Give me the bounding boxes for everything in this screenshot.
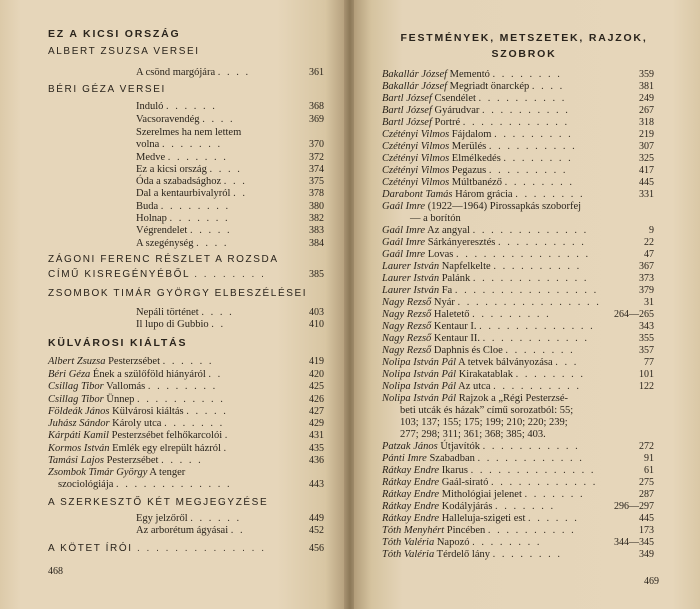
toc-entry: Tamási Lajos Pesterzsébet . . . . . [48, 455, 203, 466]
artwork-entry: Nolipa István Pál Kirakatablak . . . . . . . . [382, 369, 585, 380]
toc-entry-page: 368 [309, 101, 324, 112]
artwork-entry: Czétényi Vilmos Elmélkedés . . . . . . . . [382, 153, 573, 164]
toc-entry: Kormos István Emlék egy elrepült házról . [48, 443, 229, 454]
toc-entry-title: A szegénység . . . . [136, 238, 229, 249]
artwork-page: 343 [639, 321, 654, 332]
toc-entry: Béri Géza Ének a szülőföld hiányáról . . [48, 369, 223, 380]
artwork-page: 325 [639, 153, 654, 164]
artwork-entry: Patzak János Útjavítók . . . . . . . . . . . [382, 441, 580, 452]
toc-entry-page: 375 [309, 176, 324, 187]
artwork-page: 101 [639, 369, 654, 380]
artwork-page: 355 [639, 333, 654, 344]
toc-entry-page: 452 [309, 525, 324, 536]
artwork-page: 272 [639, 441, 654, 452]
toc-entry-page: 369 [309, 114, 324, 125]
artwork-entry: Gaál Imre Az angyal . . . . . . . . . . . . . [382, 225, 589, 236]
artwork-page: 307 [639, 141, 654, 152]
page-number: 469 [644, 576, 659, 587]
artwork-entry: Nagy Rezső Kentaur I. . . . . . . . . . . . . . [382, 321, 595, 332]
toc-entry: Csillag Tibor Vallomás . . . . . . . . [48, 381, 218, 392]
artwork-entry: Gaál Imre Sárkányeresztés . . . . . . . . . . [382, 237, 586, 248]
toc-entry-title: Egy jelzőről . . . . . . [136, 513, 242, 524]
artwork-entry: Czétényi Vilmos Múltbanéző . . . . . . . . [382, 177, 574, 188]
toc-entry-page: 429 [309, 418, 324, 429]
right-page [354, 0, 700, 609]
artwork-entry: Bartl József Csendélet . . . . . . . . . . [382, 93, 567, 104]
artwork-page: 379 [639, 285, 654, 296]
artwork-entry: Nolipa István Pál Rajzok a „Régi Pesterzsé- [382, 393, 569, 404]
toc-entry-page: 372 [309, 152, 324, 163]
section-heading-kotet-iroi: A KÖTET ÍRÓI . . . . . . . . . . . . . . [48, 543, 266, 554]
toc-entry-page: 410 [309, 319, 324, 330]
author-heading-zagoni: ZÁGONI FERENC RÉSZLET A ROZSDA [48, 254, 279, 265]
artwork-page: 267 [639, 105, 654, 116]
toc-entry-title: Nepáli történet . . . . [136, 307, 234, 318]
toc-entry-page: 425 [309, 381, 324, 392]
artwork-page: 445 [639, 513, 654, 524]
artwork-page: 417 [639, 165, 654, 176]
toc-entry-page: 419 [309, 356, 324, 367]
toc-entry: Csillag Tibor Ünnep . . . . . . . . . . [48, 394, 225, 405]
toc-entry-page: 374 [309, 164, 324, 175]
artwork-entry: Gaál Imre (1922—1964) Pirossapkás szoborfej [382, 201, 582, 212]
artwork-page: 357 [639, 345, 654, 356]
toc-entry-page: 427 [309, 406, 324, 417]
toc-entry-title: Induló . . . . . . [136, 101, 217, 112]
toc-entry-page: 380 [309, 201, 324, 212]
artwork-entry: Nagy Rezső Daphnis és Cloe . . . . . . . . [382, 345, 575, 356]
page-header-line2: SZOBROK [491, 48, 557, 60]
toc-entry-page: 361 [309, 67, 324, 78]
section-heading-kulvarosi: KÜLVÁROSI KIÁLTÁS [48, 337, 188, 349]
page-header-line1: FESTMÉNYEK, METSZETEK, RAJZOK, [400, 32, 648, 44]
artwork-entry-cont: 277; 298; 311; 361; 368; 385; 403. [400, 429, 546, 440]
section-heading-szerkeszto: A SZERKESZTŐ KÉT MEGJEGYZÉSE [48, 497, 269, 508]
toc-entry-page: 435 [309, 443, 324, 454]
artwork-page: 264—265 [614, 309, 654, 320]
artwork-page: 173 [639, 525, 654, 536]
author-heading-zagoni-cont: CÍMŰ KISREGÉNYÉBŐL . . . . . . . . [48, 269, 266, 280]
artwork-entry: Nagy Rezső Kentaur II. . . . . . . . . . . . . [382, 333, 589, 344]
toc-entry-page: 370 [309, 139, 324, 150]
toc-entry-title: Dal a kentaurbivalyról . . [136, 188, 247, 199]
artwork-page: 349 [639, 549, 654, 560]
artwork-page: 9 [649, 225, 654, 236]
artwork-page: 367 [639, 261, 654, 272]
toc-entry-title: Holnap . . . . . . . [136, 213, 230, 224]
artwork-entry-cont: beti utcák és házak” című sorozatból: 55; [400, 405, 574, 416]
toc-entry-title: Buda . . . . . . . . [136, 201, 231, 212]
artwork-entry: Czétényi Vilmos Merülés . . . . . . . . . . [382, 141, 577, 152]
toc-entry-page: 403 [309, 307, 324, 318]
toc-entry-page: 431 [309, 430, 324, 441]
toc-entry-page: 436 [309, 455, 324, 466]
toc-entry-page: 443 [309, 479, 324, 490]
artwork-entry-cont: 103; 137; 155; 175; 199; 210; 220; 239; [400, 417, 568, 428]
artwork-page: 91 [644, 453, 654, 464]
toc-entry-cont: szociológiája . . . . . . . . . . . . . [58, 479, 232, 490]
artwork-entry: Tóth Valéria Térdelő lány . . . . . . . . [382, 549, 563, 560]
artwork-entry: Darabont Tamás Három grácia . . . . . . . . [382, 189, 585, 200]
author-heading-beri: BÉRI GÉZA VERSEI [48, 84, 166, 95]
toc-entry-title: A csönd margójára . . . . [136, 67, 251, 78]
toc-entry: Zsombok Timár György A tenger [48, 467, 186, 478]
toc-entry-page: 449 [309, 513, 324, 524]
artwork-page: 331 [639, 189, 654, 200]
artwork-entry: Rátkay Endre Mithológiai jelenet . . . . . . . [382, 489, 585, 500]
artwork-entry: Laurer István Fa . . . . . . . . . . . . . . . . [382, 285, 599, 296]
artwork-entry: Nagy Rezső Haletető . . . . . . . . . [382, 309, 551, 320]
artwork-entry: Czétényi Vilmos Fájdalom . . . . . . . . . [382, 129, 573, 140]
artwork-page: 122 [639, 381, 654, 392]
artwork-entry: Laurer István Napfelkelte . . . . . . . . . . [382, 261, 582, 272]
toc-entry-title: Ez a kicsi ország . . . . [136, 164, 242, 175]
left-page [0, 0, 346, 609]
toc-entry-page: 385 [309, 269, 324, 280]
artwork-entry: Tóth Valéria Napozó . . . . . . . . [382, 537, 542, 548]
toc-entry-title: Vacsoravendég . . . . [136, 114, 235, 125]
artwork-page: 287 [639, 489, 654, 500]
toc-entry-title: Végrendelet . . . . . [136, 225, 232, 236]
artwork-page: 318 [639, 117, 654, 128]
artwork-entry: Bartl József Portré . . . . . . . . . . . . [382, 117, 570, 128]
toc-entry-title: Szerelmes ha nem lettem [136, 127, 242, 138]
artwork-entry: Laurer István Palánk . . . . . . . . . . . . . [382, 273, 589, 284]
toc-entry-page: 378 [309, 188, 324, 199]
toc-entry-page: 420 [309, 369, 324, 380]
toc-entry: Juhász Sándor Károly utca . . . . . . . [48, 418, 225, 429]
artwork-page: 31 [644, 297, 654, 308]
artwork-entry: Nagy Rezső Nyár . . . . . . . . . . . . . . . . [382, 297, 601, 308]
toc-entry-title: Medve . . . . . . . [136, 152, 228, 163]
toc-entry-page: 426 [309, 394, 324, 405]
artwork-page: 249 [639, 93, 654, 104]
artwork-page: 47 [644, 249, 654, 260]
toc-entry-title: Az arborétum ágyásai . . [136, 525, 245, 536]
toc-entry: Kárpáti Kamil Pesterzsébet felhőkarcolói . [48, 430, 230, 441]
artwork-page: 381 [639, 81, 654, 92]
toc-entry-title: Óda a szabadsághoz . . . [136, 176, 247, 187]
artwork-entry: Rátkay Endre Halleluja-szigeti est . . . . . . [382, 513, 579, 524]
artwork-entry: Bakallár József Megriadt önarckép . . . . [382, 81, 565, 92]
artwork-entry: Czétényi Vilmos Pegazus . . . . . . . . . [382, 165, 568, 176]
author-heading-zsombok: ZSOMBOK TIMÁR GYÖRGY ELBESZÉLÉSEI [48, 288, 308, 299]
artwork-page: 445 [639, 177, 654, 188]
artwork-entry: Bakallár József Mementó . . . . . . . . [382, 69, 562, 80]
artwork-page: 77 [644, 357, 654, 368]
artwork-page: 344—345 [614, 537, 654, 548]
artwork-page: 359 [639, 69, 654, 80]
section-heading-ez-a-kicsi-orszag: EZ A KICSI ORSZÁG [48, 28, 181, 40]
toc-entry: Albert Zsuzsa Pesterzsébet . . . . . . [48, 356, 214, 367]
toc-entry-page: 383 [309, 225, 324, 236]
toc-entry-page: 382 [309, 213, 324, 224]
artwork-page: 296—297 [614, 501, 654, 512]
artwork-page: 373 [639, 273, 654, 284]
toc-entry-page: 456 [309, 543, 324, 554]
artwork-entry: Rátkay Endre Gaál-sirató . . . . . . . . . . . . [382, 477, 598, 488]
artwork-entry: Pánti Imre Szabadban . . . . . . . . . . . . [382, 453, 584, 464]
artwork-page: 61 [644, 465, 654, 476]
toc-entry: Földeák János Külvárosi kiáltás . . . . . [48, 406, 228, 417]
artwork-entry: Bartl József Gyárudvar . . . . . . . . . . [382, 105, 570, 116]
artwork-entry: Rátkay Endre Kodályjárás . . . . . . . [382, 501, 556, 512]
artwork-page: 275 [639, 477, 654, 488]
artwork-entry-cont: — a borítón [410, 213, 461, 224]
artwork-entry: Rátkay Endre Ikarus . . . . . . . . . . . . . . [382, 465, 596, 476]
artwork-entry: Gaál Imre Lovas . . . . . . . . . . . . . . . [382, 249, 591, 260]
artwork-entry: Nolipa István Pál A tetvek bálványozása . . . [382, 357, 579, 368]
artwork-entry: Tóth Menyhért Pincében . . . . . . . . . . [382, 525, 576, 536]
toc-entry-page: 384 [309, 238, 324, 249]
author-heading-albert: ALBERT ZSUZSA VERSEI [48, 46, 200, 57]
page-number: 468 [48, 566, 63, 577]
toc-entry-title: Il lupo di Gubbio . . [136, 319, 226, 330]
artwork-page: 219 [639, 129, 654, 140]
artwork-page: 22 [644, 237, 654, 248]
toc-entry-title: volna . . . . . . . [136, 139, 223, 150]
artwork-entry: Nolipa István Pál Az utca . . . . . . . . . . [382, 381, 581, 392]
